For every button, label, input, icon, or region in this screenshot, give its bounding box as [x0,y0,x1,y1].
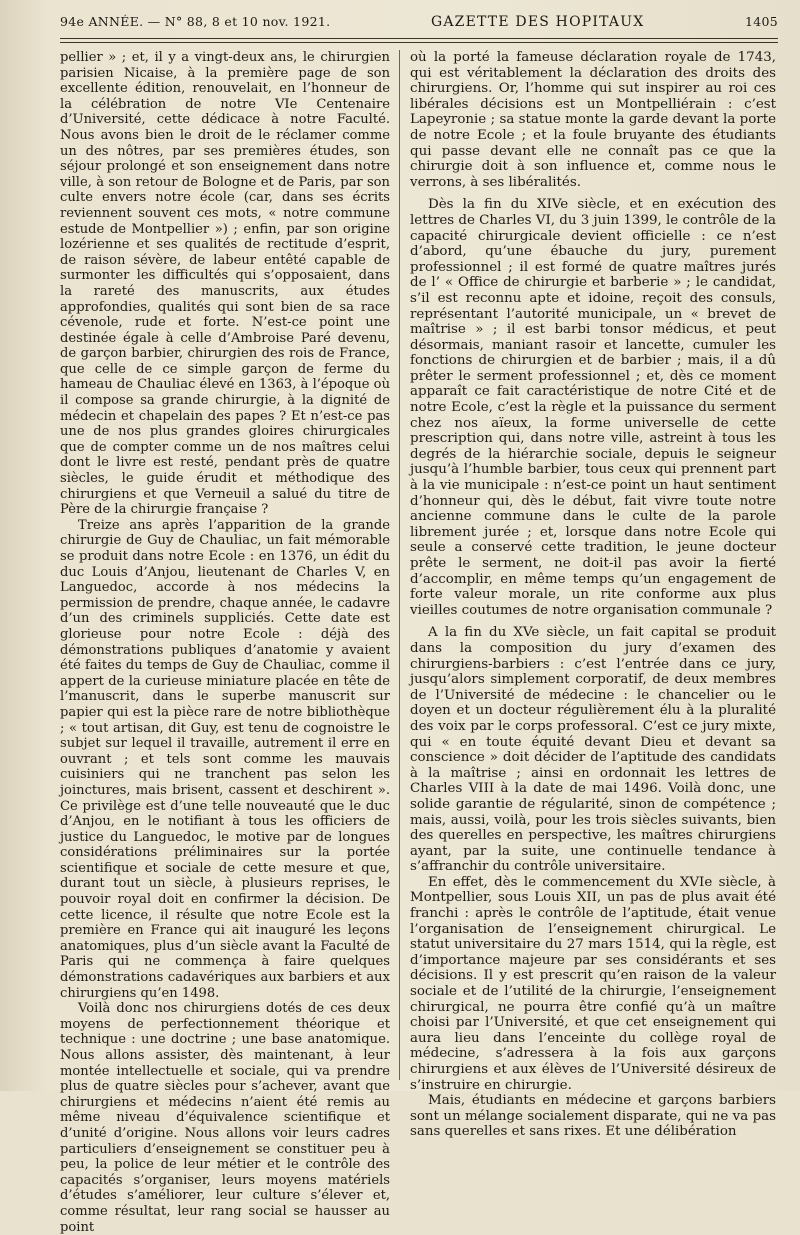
paragraph: pellier » ; et, il y a vingt-deux ans, le chirurgien parisien Nicaise, à la première page de son excellente édition, renouvelait, en l’honneur de la célébration de notre VIe Centenaire d’Université, cette dédicace à notre Faculté. Nous avons bien le droit de le réclamer comme un des nôtres, par ses premières études, son séjour prolongé et son enseignement dans notre ville, à son retour de Bologne et de Paris, par son culte envers notre école (car, dans ses écrits reviennent souvent ces mots, « notre commune estude de Montpellier ») ; enfin, par son origine lozérienne et ses qualités de rectitude d’esprit, de raison sévère, de labeur entêté capable de surmonter les difficultés qui s’opposaient, dans la rareté des manuscrits, aux études approfondies, qualités qui sont bien de sa race cévenole, rude et forte. N’est-ce point une destinée égale à celle d’Ambroise Paré devenu, de garçon barbier, chirurgien des rois de France, que celle de ce simple garçon de ferme du hameau de Chauliac élevé en 1363, à l’époque où il compose sa grande chirurgie, à la dignité de médecin et chapelain des papes ? Et n’est-ce pas une de nos plus grandes gloires chirurgicales que de compter comme un de nos maîtres celui dont le livre est resté, pendant près de quatre siècles, le guide érudit et méthodique des chirurgiens et que Verneuil a salué du titre de Père de la chirurgie française ? [60,50,390,518]
paragraph: En effet, dès le commencement du XVIe siècle, à Montpellier, sous Louis XII, un pas de plus avait été franchi : après le contrôle de l’aptitude, était venue l’organisation de l’enseignement chirurgical. Le statut universitaire du 27 mars 1514, qui la règle, est d’importance majeure par ses considérants et ses décisions. Il y est prescrit qu’en raison de la valeur sociale et de l’utilité de la chirurgie, l’enseignement chirurgical, ne pourra être confié qu’à un maître choisi par l’Université, et que cet enseignement qui aura lieu dans l’enceinte du collège royal de médecine, s’adressera à la fois aux garçons chirurgiens et aux élèves de l’Université désireux de s’instruire en chirurgie. [410,874,776,1093]
paragraph: A la fin du XVe siècle, un fait capital se produit dans la composition du jury d’examen des chirurgiens-barbiers : c’est l’entrée dans ce jury, jusqu’alors simplement corporatif, de deux membres de l’Université de médecine : le chancelier ou le doyen et un docteur régulièrement élu à la pluralité des voix par le corps professoral. C’est ce jury mixte, qui « en toute équité devant Dieu et devant sa conscience » doit décider de l’aptitude des candidats à la maîtrise ; ainsi en ordonnait les lettres de Charles VIII à la date de mai 1496. Voilà donc, une solide garantie de régularité, sinon de compétence ; mais, aussi, voilà, pour les trois siècles suivants, bien des querelles en perspective, les maîtres chirurgiens ayant, par la suite, une continuelle tendance à s’affranchir du contrôle universitaire. [410,625,776,875]
left-column [60,50,390,1235]
column-divider [399,50,400,1080]
paragraph: où la porté la fameuse déclaration royale de 1743, qui est véritablement la déclaration des droits des chirurgiens. Or, l’homme qui sut inspirer au roi ces libérales décisions est un Montpelliérain : c’est Lapeyronie ; sa statue monte la garde devant la porte de notre Ecole ; et la foule bruyante des étudiants qui passe devant elle ne connaît pas ce que la chirurgie doit à son influence et, comme nous le verrons, à ses libéralités. [410,50,776,190]
issue-info: 94e ANNÉE. — N° 88, 8 et 10 nov. 1921. [60,14,331,29]
header-rule [60,38,778,39]
right-column [410,50,776,1140]
paragraph: Voilà donc nos chirurgiens dotés de ces deux moyens de perfectionnement théorique et technique : une doctrine ; une base anatomique. Nous allons assister, dès maintenant, à leur montée intellectuelle et sociale, qui va prendre plus de quatre siècles pour s’achever, avant que chirurgiens et médecins n’aient été remis au même niveau d’équivalence scientifique et d’unité d’origine. Nous allons voir leurs cadres particuliers d’enseignement se constituer peu à peu, la police de leur métier et le contrôle des capacités s’organiser, leurs moyens matériels d’études s’améliorer, leur culture s’élever et, comme résultat, leur rang social se hausser au point [60,1001,390,1235]
page-number: 1405 [744,14,778,29]
page-header [60,14,778,36]
header-rule-thin [60,42,778,43]
paragraph: Dès la fin du XIVe siècle, et en exécution des lettres de Charles VI, du 3 juin 1399, le contrôle de la capacité chirurgicale devient officielle : ce n’est d’abord, qu’une ébauche du jury, purement professionnel ; il est formé de quatre maîtres jurés de l’ « Office de chirurgie et barberie » ; le candidat, s’il est reconnu apte et idoine, reçoit des consuls, représentant l’autorité municipale, un « brevet de maîtrise » ; il est barbi tonsor médicus, et peut désormais, maniant rasoir et lancette, cumuler les fonctions de chirurgien et de barbier ; mais, il a dû prêter le serment professionnel ; et, dès ce moment apparaît ce fait caractéristique de notre Cité et de notre Ecole, c’est la règle et la puissance du serment chez nos aïeux, la forme universelle de cette prescription qui, dans notre ville, astreint à tous les degrés de la hiérarchie sociale, depuis le seigneur jusqu’à l’humble barbier, tous ceux qui prennent part à la vie municipale : n’est-ce point un haut sentiment d’honneur qui, dès le début, fait vivre toute notre ancienne commune dans le culte de la parole librement jurée ; et, lorsque dans notre Ecole qui seule a conservé cette tradition, le jeune docteur prête le serment, ne doit-il pas avoir la fierté d’accomplir, en même temps qu’un engagement de forte valeur morale, un rite conforme aux plus vieilles coutumes de notre organisation communale ? [410,197,776,618]
publication-title: GAZETTE DES HOPITAUX [430,14,645,30]
paragraph: Mais, étudiants en médecine et garçons barbiers sont un mélange socialement disparate, qui ne va pas sans querelles et sans rixes. Et une délibération [410,1093,776,1140]
paragraph: Treize ans après l’apparition de la grande chirurgie de Guy de Chauliac, un fait mémorable se produit dans notre Ecole : en 1376, un édit du duc Louis d’Anjou, lieutenant de Charles V, en Languedoc, accorde à nos médecins la permission de prendre, chaque année, le cadavre d’un des criminels suppliciés. Cette date est glorieuse pour notre Ecole : déjà des démonstrations publiques d’anatomie y avaient été faites du temps de Guy de Chauliac, comme il appert de la curieuse miniature placée en tête de l’manuscrit, dans le superbe manuscrit sur papier qui est la pièce rare de notre bibliothèque ; « tout artisan, dit Guy, est tenu de cognoistre le subjet sur lequel il travaille, autrement il erre en ouvrant ; et tels sont comme les mauvais cuisiniers qui ne tranchent pas selon les joinctures, mais brisent, cassent et deschirent ». Ce privilège est d’une telle nouveauté que le duc d’Anjou, en le notifiant à tous les officiers de justice du Languedoc, le motive par de longues considérations préliminaires sur la portée scientifique et sociale de cette mesure et que, durant tout un siècle, à plusieurs reprises, le pouvoir royal doit en confirmer la décision. De cette licence, il résulte que notre Ecole est la première en France qui ait inauguré les leçons anatomiques, plus d’un siècle avant la Faculté de Paris qui ne commença à faire quelques démonstrations cadavériques aux barbiers et aux chirurgiens qu’en 1498. [60,517,390,1001]
